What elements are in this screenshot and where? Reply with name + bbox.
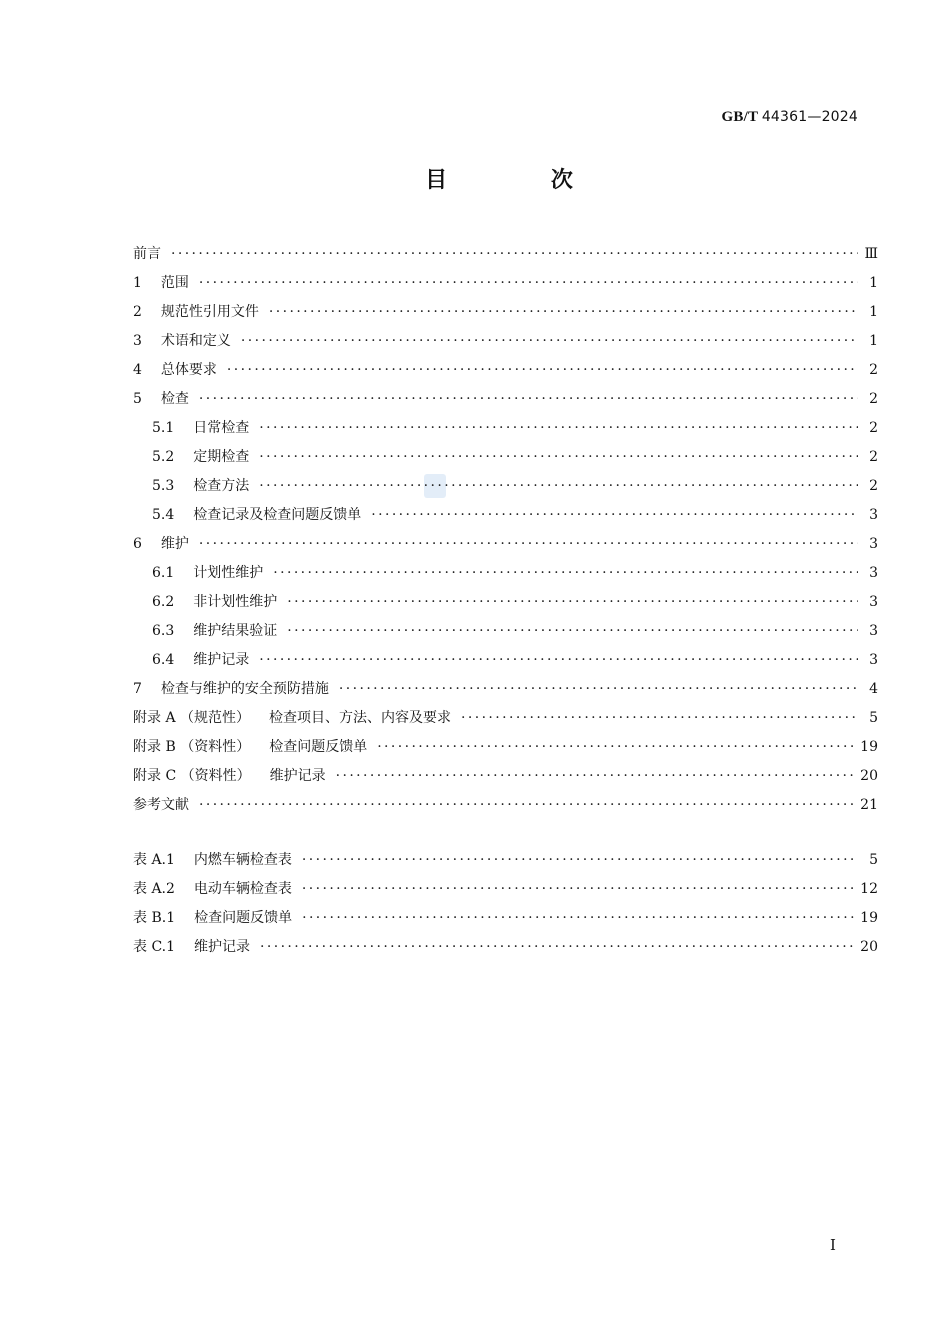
- toc-entry-page: 1: [869, 333, 878, 349]
- toc-entry-title: 维护记录: [193, 652, 250, 668]
- toc-entry-number: 5.3: [152, 478, 175, 494]
- toc-entry-title: 计划性维护: [193, 565, 264, 581]
- dot-leader: [371, 501, 858, 530]
- toc-entry-title: 电动车辆检查表: [193, 881, 292, 897]
- toc-entry-page: 12: [860, 881, 878, 897]
- dot-leader: [302, 904, 854, 933]
- toc-entry-title: 日常检查: [193, 420, 250, 436]
- toc-entry-number: 附录 C （资料性）: [133, 768, 251, 784]
- toc-entry[interactable]: [133, 762, 878, 791]
- dot-leader: [259, 472, 858, 501]
- toc-entry-page: Ⅲ: [864, 246, 878, 262]
- toc-gap: [133, 820, 878, 846]
- toc-entry[interactable]: [133, 733, 878, 762]
- standard-prefix: GB/T: [721, 109, 762, 125]
- toc-entry-title: 检查问题反馈单: [269, 739, 368, 755]
- toc-entry-title: 检查问题反馈单: [194, 910, 293, 926]
- toc-entry-page: 3: [869, 594, 878, 610]
- toc-entry-page: 2: [869, 420, 878, 436]
- dot-leader: [199, 385, 858, 414]
- toc-entry-number: 6.4: [152, 652, 175, 668]
- toc-entry-title: 维护记录: [194, 939, 251, 955]
- toc-entry-title: 非计划性维护: [193, 594, 278, 610]
- toc-entry-page: 5: [869, 852, 878, 868]
- toc-entry-page: 5: [869, 710, 878, 726]
- page-number: Ⅰ: [830, 1236, 836, 1254]
- toc-entry-number: 5: [133, 391, 142, 407]
- toc-entry-page: 4: [869, 681, 878, 697]
- page-title: 目 次: [425, 168, 621, 193]
- toc-entry-number: 3: [133, 333, 142, 349]
- dot-leader: [260, 933, 854, 962]
- toc-entry-title: 定期检查: [193, 449, 250, 465]
- toc-entries: [133, 240, 878, 820]
- toc-entry-number: 5.4: [152, 507, 175, 523]
- toc-entry[interactable]: [133, 559, 878, 588]
- toc-entry[interactable]: [133, 646, 878, 675]
- toc-entry-number: 5.2: [152, 449, 175, 465]
- dot-leader: [241, 327, 858, 356]
- toc-entry[interactable]: [133, 298, 878, 327]
- toc-entry-title: 维护结果验证: [193, 623, 278, 639]
- toc-entry[interactable]: [133, 904, 878, 933]
- dot-leader: [287, 588, 858, 617]
- toc-entry-number: 附录 A （规范性）: [133, 710, 251, 726]
- toc-entry[interactable]: [133, 472, 878, 501]
- toc-entry[interactable]: [133, 875, 878, 904]
- toc-entry[interactable]: [133, 617, 878, 646]
- toc-entry-page: 19: [860, 739, 878, 755]
- toc-entry-title: 规范性引用文件: [160, 304, 259, 320]
- toc-entry-page: 2: [869, 478, 878, 494]
- toc-entry-number: 表 B.1: [133, 910, 176, 926]
- toc-entry-title: 内燃车辆检查表: [193, 852, 292, 868]
- toc-entry-page: 1: [869, 275, 878, 291]
- toc-entry[interactable]: [133, 933, 878, 962]
- toc-entry-title: 范围: [160, 275, 189, 291]
- table-list: [133, 846, 878, 962]
- dot-leader: [377, 733, 854, 762]
- standard-code: 44361—2024: [761, 109, 858, 125]
- toc-entry-page: 2: [869, 391, 878, 407]
- dot-leader: [269, 298, 858, 327]
- table-of-contents: [133, 240, 878, 962]
- toc-entry-title: 维护: [160, 536, 189, 552]
- toc-entry-number: 表 A.1: [133, 852, 175, 868]
- toc-entry-number: 6: [133, 536, 142, 552]
- dot-leader: [199, 791, 854, 820]
- toc-entry-title: 检查记录及检查问题反馈单: [193, 507, 362, 523]
- dot-leader: [259, 646, 858, 675]
- toc-entry[interactable]: [133, 385, 878, 414]
- toc-entry[interactable]: [133, 588, 878, 617]
- toc-entry[interactable]: [133, 327, 878, 356]
- toc-entry[interactable]: [133, 443, 878, 472]
- toc-entry-page: 19: [860, 910, 878, 926]
- dot-leader: [302, 875, 854, 904]
- toc-entry-title: 检查项目、方法、内容及要求: [269, 710, 452, 726]
- dot-leader: [227, 356, 858, 385]
- dot-leader: [259, 443, 858, 472]
- toc-entry[interactable]: [133, 240, 878, 269]
- dot-leader: [199, 530, 858, 559]
- toc-entry-page: 2: [869, 362, 878, 378]
- toc-entry[interactable]: [133, 846, 878, 875]
- dot-leader: [199, 269, 858, 298]
- toc-entry-page: 21: [860, 797, 878, 813]
- toc-entry[interactable]: [133, 356, 878, 385]
- toc-entry-page: 2: [869, 449, 878, 465]
- dot-leader: [336, 762, 855, 791]
- toc-entry[interactable]: [133, 414, 878, 443]
- toc-entry-page: 3: [869, 536, 878, 552]
- dot-leader: [287, 617, 858, 646]
- toc-entry[interactable]: [133, 530, 878, 559]
- toc-entry-number: 7: [133, 681, 142, 697]
- toc-entry-title: 检查方法: [193, 478, 250, 494]
- toc-entry-page: 3: [869, 565, 878, 581]
- toc-entry-number: 1: [133, 275, 142, 291]
- standard-number: [722, 109, 859, 126]
- toc-entry[interactable]: [133, 675, 878, 704]
- toc-entry-title: 维护记录: [269, 768, 326, 784]
- toc-entry-number: 4: [133, 362, 142, 378]
- toc-entry-title: 前言: [133, 246, 161, 262]
- dot-leader: [461, 704, 858, 733]
- dot-leader: [273, 559, 858, 588]
- toc-entry-page: 20: [860, 768, 878, 784]
- toc-entry[interactable]: [133, 791, 878, 820]
- toc-entry-number: 表 A.2: [133, 881, 175, 897]
- toc-entry-number: 6.1: [152, 565, 175, 581]
- toc-entry-page: 20: [860, 939, 878, 955]
- dot-leader: [302, 846, 858, 875]
- toc-entry-number: 5.1: [152, 420, 175, 436]
- toc-entry-number: 2: [133, 304, 142, 320]
- toc-entry-title: 总体要求: [160, 362, 217, 378]
- toc-entry-title: 检查与维护的安全预防措施: [160, 681, 329, 697]
- dot-leader: [171, 240, 858, 269]
- toc-entry[interactable]: [133, 269, 878, 298]
- toc-entry-page: 3: [869, 652, 878, 668]
- toc-entry-page: 3: [869, 623, 878, 639]
- toc-entry-page: 1: [869, 304, 878, 320]
- toc-entry-number: 表 C.1: [133, 939, 176, 955]
- toc-entry-title: 参考文献: [133, 797, 189, 813]
- toc-entry-number: 附录 B （资料性）: [133, 739, 251, 755]
- toc-entry-number: 6.3: [152, 623, 175, 639]
- toc-entry[interactable]: [133, 704, 878, 733]
- dot-leader: [339, 675, 858, 704]
- toc-entry-number: 6.2: [152, 594, 175, 610]
- toc-entry-title: 术语和定义: [160, 333, 231, 349]
- toc-entry-title: 检查: [160, 391, 189, 407]
- toc-entry-page: 3: [869, 507, 878, 523]
- dot-leader: [259, 414, 858, 443]
- toc-entry[interactable]: [133, 501, 878, 530]
